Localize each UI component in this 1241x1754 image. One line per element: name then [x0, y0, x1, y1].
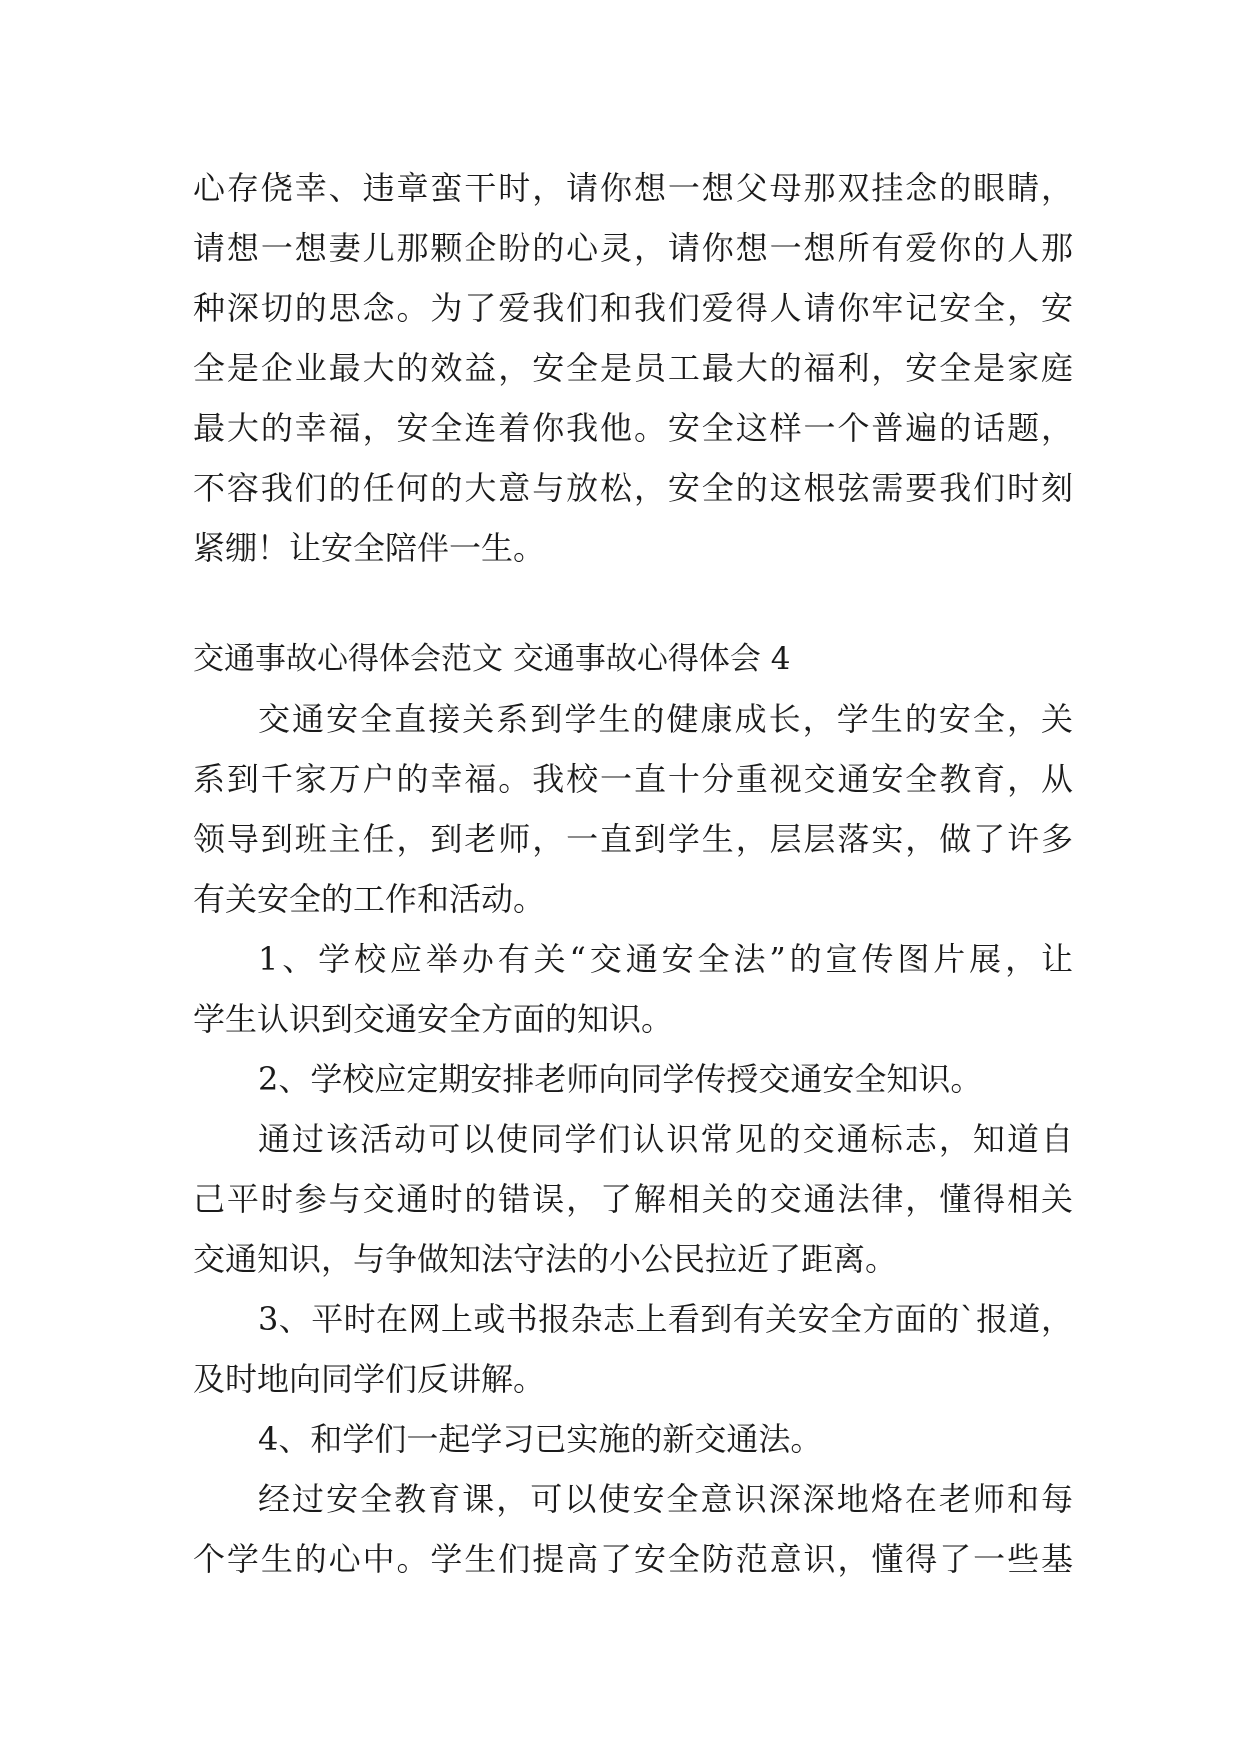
- paragraph-line: 有关安全的工作和活动。: [193, 880, 546, 918]
- paragraph-line: 领导到班主任，到老师，一直到学生，层层落实，做了许多: [193, 820, 1073, 858]
- paragraph-line: 心存侥幸、违章蛮干时，请你想一想父母那双挂念的眼睛，: [193, 169, 1073, 207]
- paragraph-line: 最大的幸福，安全连着你我他。安全这样一个普遍的话题，: [193, 409, 1073, 447]
- paragraph-line: 全是企业最大的效益，安全是员工最大的福利，安全是家庭: [193, 349, 1073, 387]
- paragraph-line: 交通安全直接关系到学生的健康成长，学生的安全，关: [258, 700, 1073, 738]
- paragraph-line: 请想一想妻儿那颗企盼的心灵，请你想一想所有爱你的人那: [193, 229, 1073, 267]
- list-item-line: 学生认识到交通安全方面的知识。: [193, 1000, 674, 1038]
- list-item-line: 3、平时在网上或书报杂志上看到有关安全方面的`报道，: [258, 1300, 1073, 1338]
- list-item-line: 4、和学们一起学习已实施的新交通法。: [258, 1420, 823, 1458]
- paragraph-line: 不容我们的任何的大意与放松，安全的这根弦需要我们时刻: [193, 469, 1073, 507]
- paragraph-line: 系到千家万户的幸福。我校一直十分重视交通安全教育，从: [193, 760, 1073, 798]
- paragraph-line: 己平时参与交通时的错误，了解相关的交通法律，懂得相关: [193, 1180, 1073, 1218]
- list-item-line: 2、学校应定期安排老师向同学传授交通安全知识。: [258, 1060, 983, 1098]
- paragraph-line: 紧绷！让安全陪伴一生。: [193, 529, 546, 567]
- paragraph-line: 种深切的思念。为了爱我们和我们爱得人请你牢记安全，安: [193, 289, 1073, 327]
- paragraph-line: 交通知识，与争做知法守法的小公民拉近了距离。: [193, 1240, 898, 1278]
- paragraph-line: 经过安全教育课，可以使安全意识深深地烙在老师和每: [258, 1480, 1073, 1518]
- paragraph-line: 通过该活动可以使同学们认识常见的交通标志，知道自: [258, 1120, 1073, 1158]
- list-item-line: 1、学校应举办有关“交通安全法”的宣传图片展，让: [258, 940, 1073, 978]
- paragraph-line: 个学生的心中。学生们提高了安全防范意识，懂得了一些基: [193, 1540, 1073, 1578]
- section-heading: 交通事故心得体会范文 交通事故心得体会 4: [193, 641, 791, 677]
- list-item-line: 及时地向同学们反讲解。: [193, 1360, 546, 1398]
